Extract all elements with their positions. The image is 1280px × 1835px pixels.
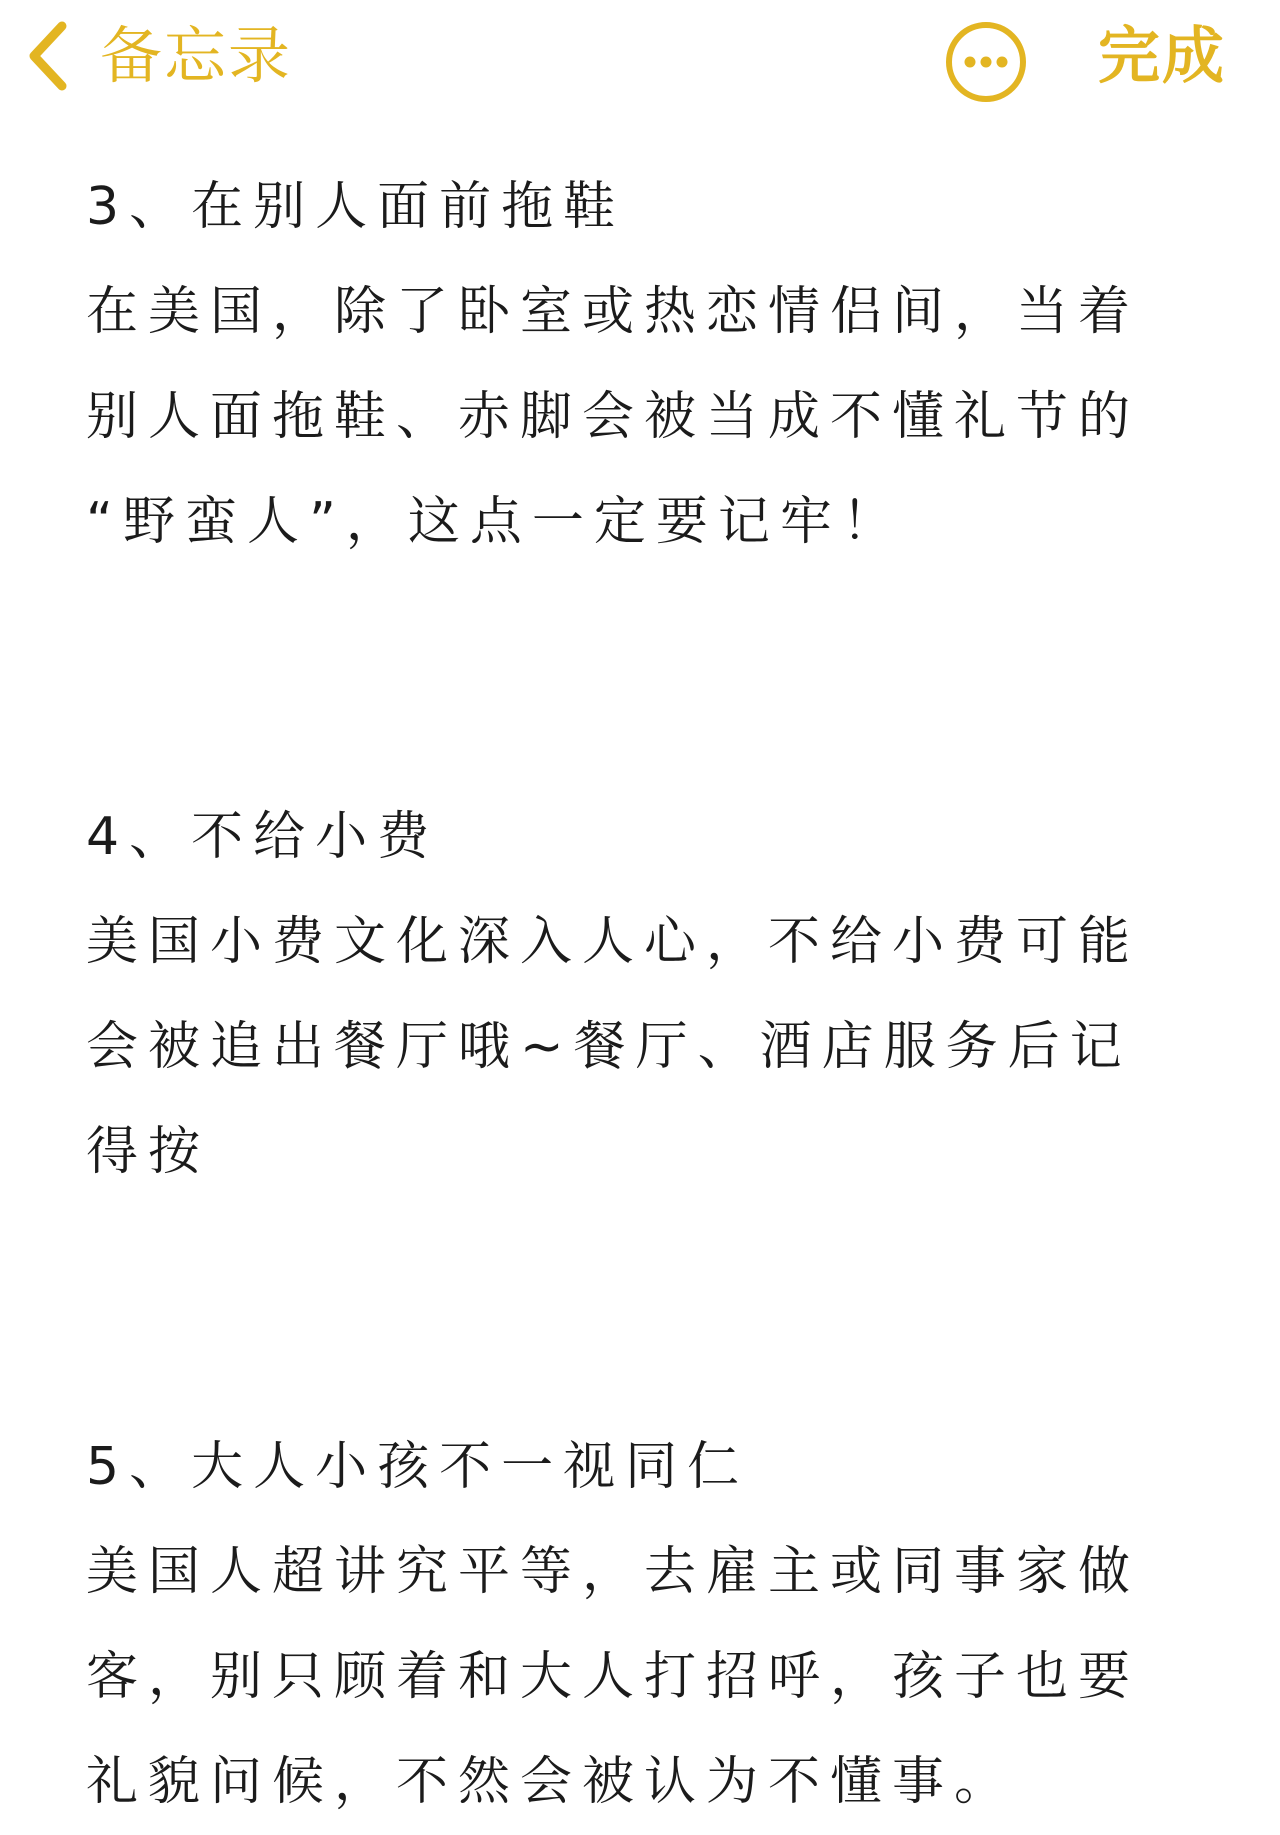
note-line: 会被追出餐厅哦~餐厅、酒店服务后记	[86, 1017, 1132, 1077]
note-line: 在美国，除了卧室或热恋情侣间，当着	[86, 282, 1141, 342]
chevron-left-icon	[22, 16, 78, 96]
navigation-bar	[0, 0, 1280, 120]
note-content[interactable]	[86, 155, 1206, 1835]
note-line: 4、不给小费	[86, 807, 440, 867]
note-line: 5、大人小孩不一视同仁	[86, 1437, 750, 1497]
blank-line	[86, 1205, 1206, 1310]
ellipsis-circle-icon	[944, 20, 1028, 104]
note-line: 3、在别人面前拖鞋	[86, 177, 626, 237]
back-button-label: 备忘录	[100, 19, 293, 92]
note-line: 美国人超讲究平等，去雇主或同事家做	[86, 1542, 1141, 1602]
note-line: 客，别只顾着和大人打招呼，孩子也要	[86, 1647, 1141, 1707]
blank-line	[86, 680, 1206, 785]
note-line: “野蛮人”，这点一定要记牢！	[86, 492, 904, 552]
note-line: 得按	[86, 1122, 211, 1182]
back-button[interactable]	[22, 16, 292, 96]
note-line: 礼貌问候，不然会被认为不懂事。	[86, 1752, 1017, 1812]
more-options-button[interactable]	[944, 20, 1028, 104]
blank-line	[86, 1310, 1206, 1415]
done-button[interactable]: 完成	[1098, 19, 1227, 92]
note-line: 美国小费文化深入人心，不给小费可能	[86, 912, 1141, 972]
note-line: 别人面拖鞋、赤脚会被当成不懂礼节的	[86, 387, 1141, 447]
blank-line	[86, 575, 1206, 680]
